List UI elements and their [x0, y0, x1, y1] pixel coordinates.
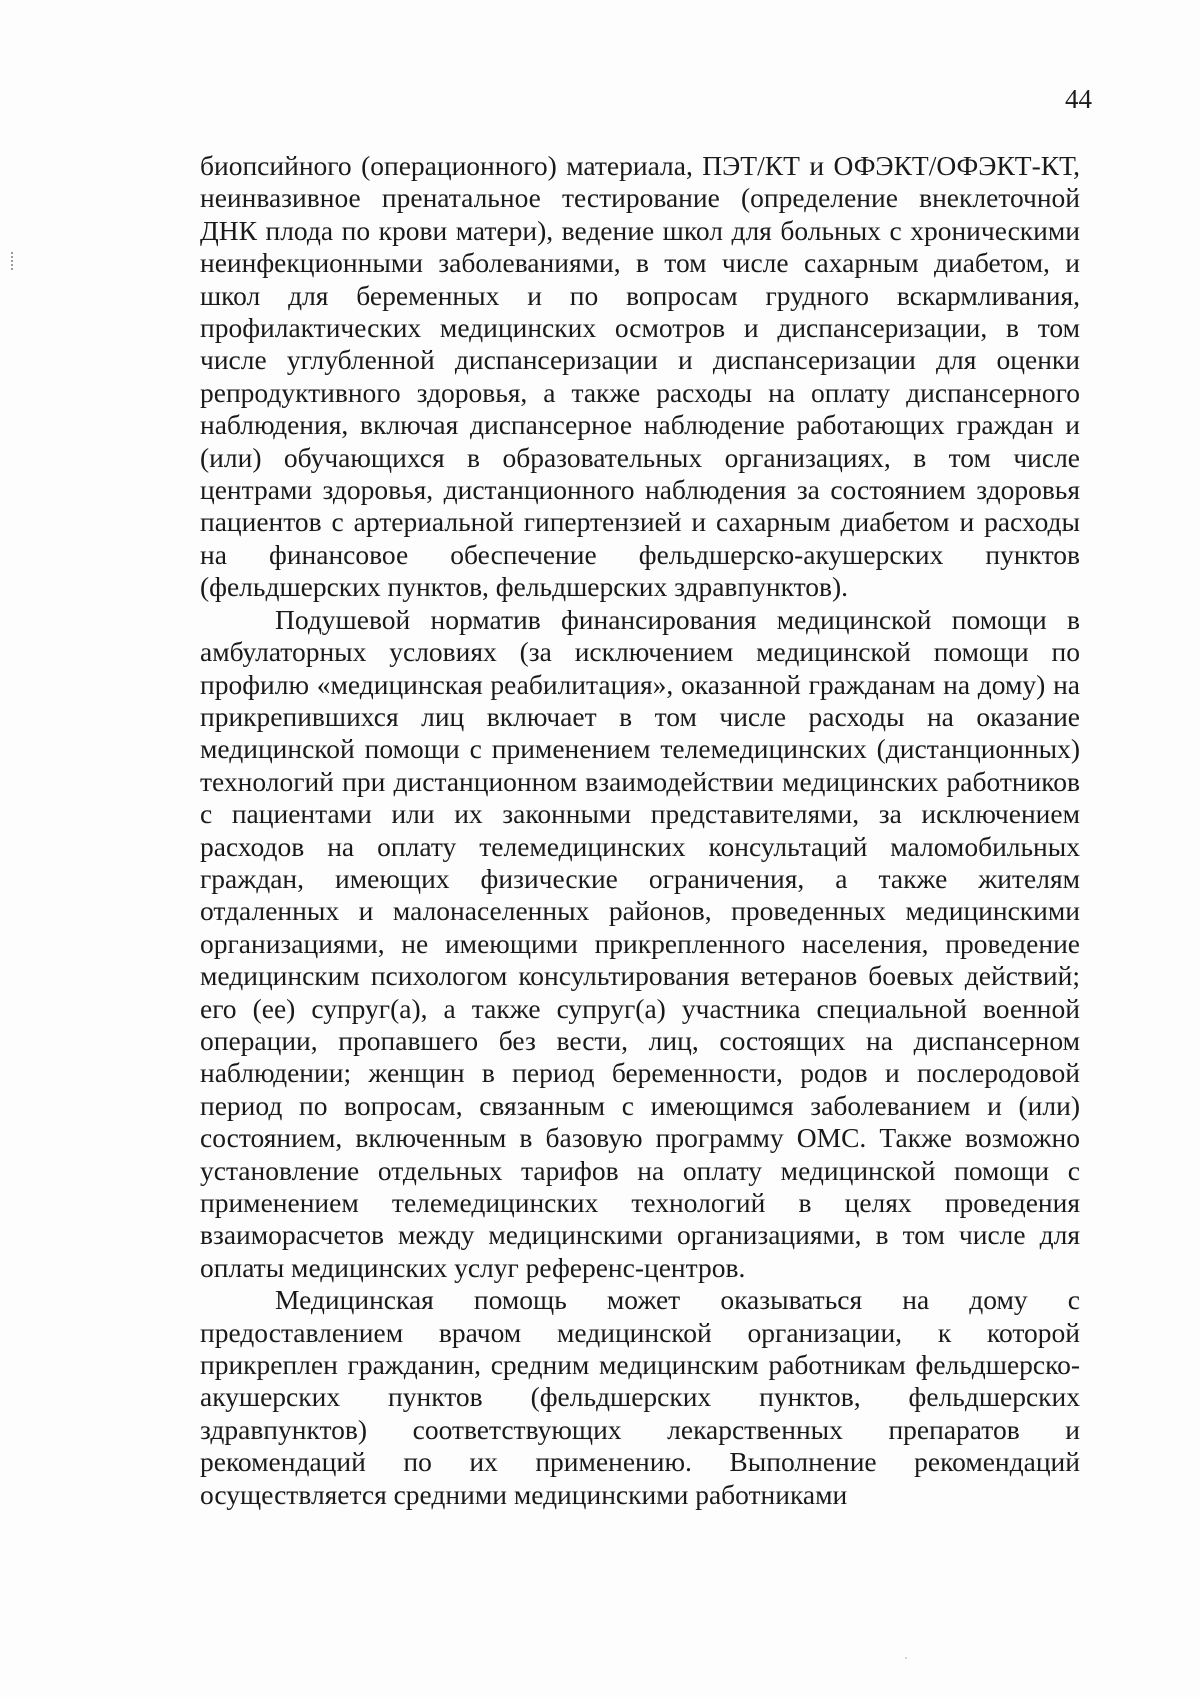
page-number: 44 — [1065, 84, 1092, 114]
document-body — [200, 150, 1080, 1511]
paragraph-3: Медицинская помощь может оказываться на дому с предоставлением врачом медицинской организации, к которой прикреплен гражданин, средним медицинским работникам фельдшерско-акушерских пунктов (фельдшерских пунктов, фельдшерских здравпунктов) соответствующих лекарственных препаратов и рекомендаций по их применению. Выполнение рекомендаций осуществляется средними медицинскими работниками — [200, 1284, 1080, 1510]
scan-speck — [905, 1657, 907, 1659]
scan-margin-mark — [11, 252, 15, 270]
paragraph-2: Подушевой норматив финансирования медицинской помощи в амбулаторных условиях (за исключением медицинской помощи по профилю «медицинская реабилитация», оказанной гражданам на дому) на прикрепившихся лиц включает в том числе расходы на оказание медицинской помощи с применением телемедицинских (дистанционных) технологий при дистанционном взаимодействии медицинских работников с пациентами или их законными представителями, за исключением расходов на оплату телемедицинских консультаций маломобильных граждан, имеющих физические ограничения, а также жителям отдаленных и малонаселенных районов, проведенных медицинскими организациями, не имеющими прикрепленного населения, проведение медицинским психологом консультирования ветеранов боевых действий; его (ее) супруг(а), а также супруг(а) участника специальной военной операции, пропавшего без вести, лиц, состоящих на диспансерном наблюдении; женщин в период беременности, родов и послеродовой период по вопросам, связанным с имеющимся заболеванием и (или) состоянием, включенным в базовую программу ОМС. Также возможно установление отдельных тарифов на оплату медицинской помощи с применением телемедицинских технологий в целях проведения взаиморасчетов между медицинскими организациями, в том числе для оплаты медицинских услуг референс-центров. — [200, 603, 1080, 1283]
paragraph-1: биопсийного (операционного) материала, ПЭТ/КТ и ОФЭКТ/ОФЭКТ-КТ, неинвазивное пренатальное тестирование (определение внеклеточной ДНК плода по крови матери), ведение школ для больных с хроническими неинфекционными заболеваниями, в том числе сахарным диабетом, и школ для беременных и по вопросам грудного вскармливания, профилактических медицинских осмотров и диспансеризации, в том числе углубленной диспансеризации и диспансеризации для оценки репродуктивного здоровья, а также расходы на оплату диспансерного наблюдения, включая диспансерное наблюдение работающих граждан и (или) обучающихся в образовательных организациях, в том числе центрами здоровья, дистанционного наблюдения за состоянием здоровья пациентов с артериальной гипертензией и сахарным диабетом и расходы на финансовое обеспечение фельдшерско-акушерских пунктов (фельдшерских пунктов, фельдшерских здравпунктов). — [200, 150, 1080, 603]
